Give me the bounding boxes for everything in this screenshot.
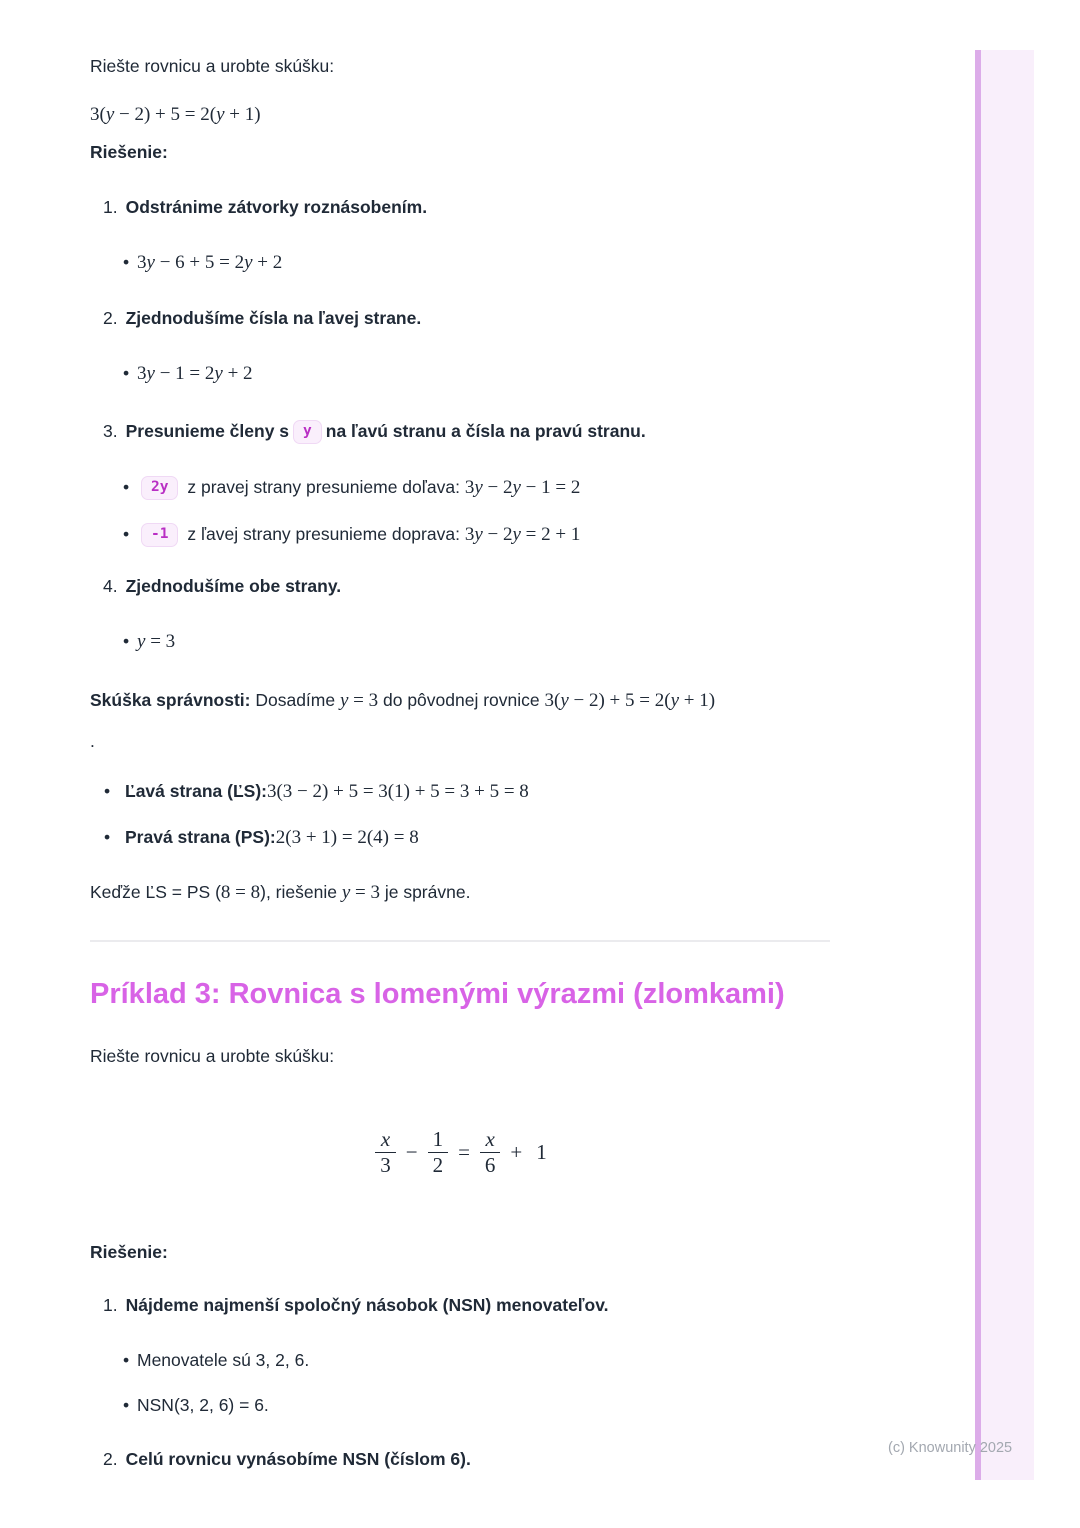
conclusion-math-2: y = 3	[341, 882, 380, 903]
step-3-bullet-2-math: 3y − 2y = 2 + 1	[464, 524, 581, 545]
check-math-1: y = 3	[339, 690, 379, 711]
inline-code-badge-2y: 2y	[141, 476, 178, 500]
example3-step-1-title: Nájdeme najmenší spoločný násobok (NSN) menovateľov.	[125, 1295, 609, 1315]
inline-code-badge-y: y	[293, 420, 322, 444]
operator-plus: +	[510, 1139, 523, 1164]
check-label: Skúška správnosti:	[90, 690, 251, 710]
display-equation	[90, 1104, 832, 1200]
step-2-number: 2.	[103, 308, 118, 328]
equation-inline-1: 3(y − 2) + 5 = 2(y + 1)	[90, 104, 261, 125]
step-2-bullet-math: 3y − 1 = 2y + 2	[137, 363, 253, 384]
check-paragraph	[90, 688, 832, 713]
prompt-text-1: Riešte rovnicu a urobte skúšku:	[90, 56, 335, 76]
knowunity-watermark: (c) Knowunity 2025	[888, 1440, 1013, 1456]
step-4	[90, 574, 832, 598]
example3-step-1-bullet-1	[90, 1348, 832, 1372]
prompt-text-2: Riešte rovnicu a urobte skúšku:	[90, 1046, 335, 1066]
step-4-bullet-math: y = 3	[137, 631, 176, 652]
step-3-bullet-1-text: z pravej strany presunieme doľava:	[187, 477, 465, 497]
operator-equals: =	[458, 1139, 470, 1164]
step-2	[90, 306, 832, 330]
conclusion-pre: Keďže ĽS = PS (	[90, 882, 221, 902]
operator-minus: −	[405, 1139, 418, 1164]
step-2-title: Zjednodušíme čísla na ľavej strane.	[125, 308, 422, 328]
example3-step-1-bullet-2	[90, 1393, 832, 1417]
left-side-math: 3(3 − 2) + 5 = 3(1) + 5 = 3 + 5 = 8	[266, 781, 529, 802]
step-1-bullet	[90, 250, 832, 275]
right-side-label: Pravá strana (PS):	[125, 827, 276, 847]
document-content	[90, 54, 832, 1502]
step-3-bullet-1	[90, 472, 832, 503]
step-3-number: 3.	[103, 421, 118, 441]
step-3-bullet-1-math: 3y − 2y − 1 = 2	[464, 477, 581, 498]
right-side-math: 2(3 + 1) = 2(4) = 8	[275, 827, 419, 848]
conclusion-math-1: 8 = 8	[220, 882, 261, 903]
fraction-x-over-3: $\frac{x}{3}$	[375, 1127, 396, 1176]
step-3-title-pre: Presunieme členy s	[125, 421, 290, 441]
step-3-bullet-2-text: z ľavej strany presunieme doprava:	[187, 524, 465, 544]
example3-step-1-number: 1.	[103, 1295, 118, 1315]
right-highlight-stripe-edge	[975, 50, 981, 1480]
step-3-bullet-2	[90, 519, 832, 550]
example3-step-2-title: Celú rovnicu vynásobíme NSN (číslom 6).	[125, 1449, 471, 1469]
conclusion-mid: ), riešenie	[260, 882, 342, 902]
example3-step-1-bullet-2-text: NSN(3, 2, 6) = 6.	[137, 1395, 269, 1415]
step-3-title-post: na ľavú stranu a čísla na pravú stranu.	[325, 421, 646, 441]
section-heading-priklad-3: Príklad 3: Rovnica s lomenými výrazmi (zlomkami)	[90, 978, 785, 1010]
check-text-1: Dosadíme	[250, 690, 340, 710]
conclusion-post: je správne.	[379, 882, 471, 902]
step-1-bullet-math: 3y − 6 + 5 = 2y + 2	[137, 252, 283, 273]
section-divider	[90, 940, 830, 942]
example3-step-2-number: 2.	[103, 1449, 118, 1469]
inline-code-badge-minus1: -1	[141, 523, 178, 547]
fraction-1-over-2: $\frac{1}{2}$	[428, 1127, 449, 1176]
example3-step-1	[90, 1293, 832, 1317]
step-4-bullet	[90, 629, 832, 654]
step-1-number: 1.	[103, 197, 118, 217]
equation-tail-constant: 1	[536, 1139, 547, 1164]
example3-step-1-bullet-1-text: Menovatele sú 3, 2, 6.	[137, 1350, 310, 1370]
check-text-2: do pôvodnej rovnice	[378, 690, 545, 710]
step-1	[90, 195, 832, 219]
step-2-bullet	[90, 361, 832, 386]
solution-label-2: Riešenie:	[90, 1242, 168, 1262]
fraction-x-over-6: $\frac{x}{6}$	[480, 1127, 501, 1176]
left-side-bullet	[90, 779, 832, 804]
conclusion-line	[90, 880, 832, 905]
left-side-label: Ľavá strana (ĽS):	[125, 781, 267, 801]
step-1-title: Odstránime zátvorky roznásobením.	[125, 197, 428, 217]
check-trailing-period: .	[90, 731, 95, 751]
step-3	[90, 414, 832, 448]
step-4-title: Zjednodušíme obe strany.	[125, 576, 342, 596]
right-highlight-stripe	[981, 50, 1034, 1480]
step-4-number: 4.	[103, 576, 118, 596]
right-side-bullet	[90, 825, 832, 850]
check-math-2: 3(y − 2) + 5 = 2(y + 1)	[544, 690, 716, 711]
example3-step-2	[90, 1447, 832, 1471]
solution-label-1: Riešenie:	[90, 142, 168, 162]
